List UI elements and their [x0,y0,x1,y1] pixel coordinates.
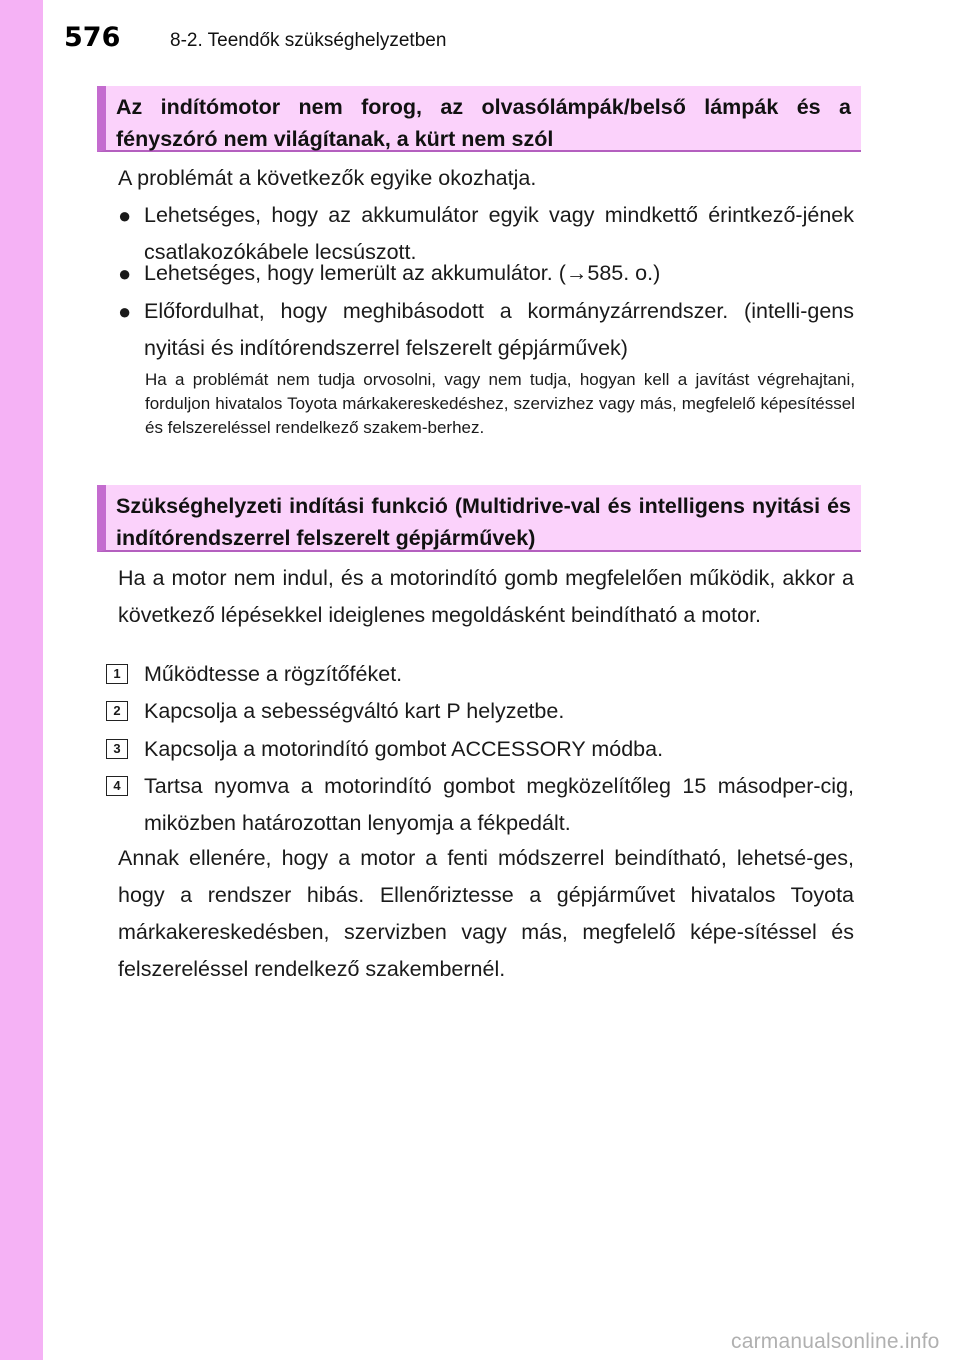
bullet-item [118,255,854,292]
step-number: 3 [106,739,128,759]
bullet-text: Lehetséges, hogy az akkumulátor egyik vagy mindkettő érintkező-jének csatlakozókábele lecsúszott. [144,203,854,264]
bullet-item [118,293,854,367]
bullet-text: Előfordulhat, hogy meghibásodott a kormányzárrendszer. (intelli-gens nyitási és indítórendszerrel felszerelt gépjárművek) [144,299,854,360]
section-heading-text: Szükséghelyzeti indítási funkció (Multidrive-val és intelligens nyitási és indítórendszerrel felszerelt gépjárművek) [116,494,851,550]
section-heading-emergency-start [97,485,861,552]
step-number: 4 [106,776,128,796]
section-heading-starter-not-turning [97,86,861,152]
bullet-icon: ● [118,299,132,324]
page-number: 576 [64,22,121,53]
step-item [106,768,854,842]
site-watermark: carmanualsonline.info [731,1330,940,1353]
step-text: Kapcsolja a motorindító gombot ACCESSORY módba. [144,737,664,761]
section2-intro: Ha a motor nem indul, és a motorindító gomb megfelelően működik, akkor a következő lépésekkel ideiglenes megoldásként beindítható a motor. [118,566,854,627]
bullet-icon: ● [118,203,132,228]
step-number: 2 [106,701,128,721]
side-color-band [0,0,43,1360]
section-heading-text: Az indítómotor nem forog, az olvasólámpák/belső lámpák és a fényszóró nem világítanak, a kürt nem szól [116,95,851,151]
service-note: Ha a problémát nem tudja orvosolni, vagy nem tudja, hogyan kell a javítást végrehajtani, forduljon hivatalos Toyota márkakereskedéshez, szervizhez vagy más, megfelelő képesítéssel és felszereléssel rendelkező szakem-berhez. [145,370,855,437]
chapter-title: 8-2. Teendők szükséghelyzetben [170,30,447,51]
section1-intro: A problémát a következők egyike okozhatja. [118,166,537,190]
step-text: Kapcsolja a sebességváltó kart P helyzetbe. [144,699,565,723]
step-item [106,656,854,693]
step-number: 1 [106,664,128,684]
step-item [106,731,854,768]
bullet-icon: ● [118,261,132,286]
step-item [106,693,854,730]
bullet-text: Lehetséges, hogy lemerült az akkumulátor. (→585. o.) [144,261,661,285]
step-text: Tartsa nyomva a motorindító gombot megközelítőleg 15 másodper-cig, miközben határozottan lenyomja a fékpedált. [144,774,854,835]
step-text: Működtesse a rögzítőféket. [144,662,403,686]
section2-closing: Annak ellenére, hogy a motor a fenti módszerrel beindítható, lehetsé-ges, hogy a rendszer hibás. Ellenőriztesse a gépjárművet hivatalos Toyota márkakereskedésben, szervizben vagy más, megfelelő képe-sítéssel és felszereléssel rendelkező szakembernél. [118,846,854,981]
